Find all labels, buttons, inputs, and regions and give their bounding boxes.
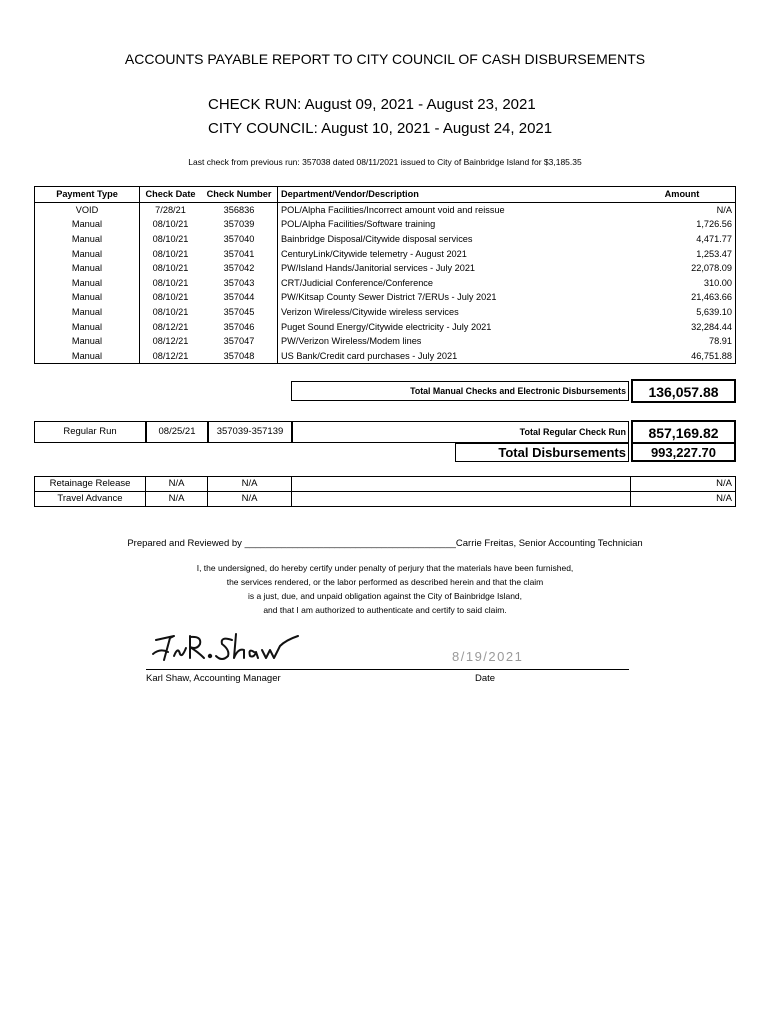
amount-cell: 21,463.66	[691, 292, 732, 303]
description-cell: POL/Alpha Facilities/Software training	[281, 219, 436, 230]
description-cell: PW/Island Hands/Janitorial services - July 2021	[281, 263, 476, 274]
description-cell: CRT/Judicial Conference/Conference	[281, 277, 434, 288]
misc-type-cell: Travel Advance	[35, 492, 146, 507]
check-number-cell: 357041	[201, 246, 278, 261]
description-cell: US Bank/Credit card purchases - July 2021	[281, 350, 458, 361]
regular-run-label: Total Regular Check Run	[292, 421, 629, 443]
check-date-cell: 08/12/21	[152, 350, 189, 361]
disbursements-table	[34, 186, 736, 364]
amount-cell: 310.00	[703, 277, 732, 288]
payment-type-cell: Manual	[35, 305, 140, 320]
check-number-cell: 357040	[201, 232, 278, 247]
misc-row	[35, 492, 736, 507]
report-title: ACCOUNTS PAYABLE REPORT TO CITY COUNCIL OF CASH DISBURSEMENTS	[124, 51, 646, 67]
regular-run-type: Regular Run	[34, 421, 146, 443]
table-row	[35, 334, 736, 349]
misc-amount-cell: N/A	[631, 477, 736, 492]
table-row	[35, 217, 736, 232]
check-date-cell: 08/10/21	[152, 307, 189, 318]
table-header-row	[35, 187, 736, 203]
description-cell: PW/Kitsap County Sewer District 7/ERUs - July 2021	[281, 292, 497, 303]
table-row	[35, 276, 736, 291]
certify-line: is a just, due, and unpaid obligation against the City of Bainbridge Island,	[247, 591, 523, 601]
misc-date-cell: N/A	[146, 492, 208, 507]
description-cell: Bainbridge Disposal/Citywide disposal services	[281, 234, 473, 245]
signer-name: Karl Shaw, Accounting Manager	[146, 673, 281, 684]
check-date-cell: 7/28/21	[155, 204, 186, 215]
misc-table	[34, 476, 736, 507]
description-cell: Verizon Wireless/Citywide wireless services	[281, 307, 459, 318]
amount-cell: 22,078.09	[691, 263, 732, 274]
check-date-cell: 08/10/21	[152, 234, 189, 245]
check-number-cell: 356836	[201, 202, 278, 217]
payment-type-cell: Manual	[35, 232, 140, 247]
certify-line: I, the undersigned, do hereby certify under penalty of perjury that the materials have been furnished,	[196, 563, 574, 573]
check-date-cell: 08/12/21	[152, 336, 189, 347]
misc-date-cell: N/A	[146, 477, 208, 492]
payment-type-cell: Manual	[35, 290, 140, 305]
misc-description-cell	[292, 492, 631, 507]
total-manual-label: Total Manual Checks and Electronic Disbursements	[291, 381, 629, 401]
amount-cell: 32,284.44	[691, 321, 732, 332]
check-date-cell: 08/10/21	[152, 263, 189, 274]
check-run-range: CHECK RUN: August 09, 2021 - August 23, 2021	[208, 96, 536, 113]
prepared-by: Prepared and Reviewed by ________________________________________Carrie Freitas, Senior Accounting Technician	[127, 538, 643, 549]
table-row	[35, 246, 736, 261]
payment-type-cell: Manual	[35, 349, 140, 364]
check-number-cell: 357048	[201, 349, 278, 364]
signature-line	[146, 669, 629, 670]
misc-description-cell	[292, 477, 631, 492]
amount-cell: N/A	[716, 204, 732, 215]
amount-cell: 4,471.77	[696, 234, 732, 245]
misc-type-cell: Retainage Release	[35, 477, 146, 492]
amount-cell: 1,726.56	[696, 219, 732, 230]
last-check-note: Last check from previous run: 357038 dated 08/11/2021 issued to City of Bainbridge Island for $3,185.35	[188, 157, 582, 167]
table-row	[35, 319, 736, 334]
amount-cell: 1,253.47	[696, 248, 732, 259]
table-row	[35, 290, 736, 305]
misc-number-cell: N/A	[208, 492, 292, 507]
signature-image	[150, 626, 310, 668]
col-amount: Amount	[629, 187, 736, 203]
check-number-cell: 357046	[201, 319, 278, 334]
table-row	[35, 202, 736, 217]
check-date-cell: 08/10/21	[152, 248, 189, 259]
amount-cell: 5,639.10	[696, 307, 732, 318]
city-council-range: CITY COUNCIL: August 10, 2021 - August 24, 2021	[208, 120, 553, 137]
col-description: Department/Vendor/Description	[278, 187, 630, 203]
misc-amount-cell: N/A	[631, 492, 736, 507]
misc-number-cell: N/A	[208, 477, 292, 492]
certify-line: and that I am authorized to authenticate and certify to said claim.	[263, 605, 507, 615]
certification-text	[0, 561, 770, 617]
col-check-date: Check Date	[140, 187, 202, 203]
table-row	[35, 305, 736, 320]
payment-type-cell: Manual	[35, 334, 140, 349]
regular-run-value: 857,169.82	[631, 420, 736, 444]
description-cell: Puget Sound Energy/Citywide electricity - July 2021	[281, 321, 492, 332]
col-payment-type: Payment Type	[35, 187, 140, 203]
table-body	[35, 202, 736, 364]
amount-cell: 78.91	[709, 336, 732, 347]
check-number-cell: 357039	[201, 217, 278, 232]
description-cell: CenturyLink/Citywide telemetry - August 2021	[281, 248, 467, 259]
total-disbursements-label: Total Disbursements	[455, 443, 629, 462]
col-check-number: Check Number	[201, 187, 278, 203]
regular-run-date: 08/25/21	[146, 421, 208, 443]
payment-type-cell: Manual	[35, 217, 140, 232]
description-cell: PW/Verizon Wireless/Modem lines	[281, 336, 422, 347]
payment-type-cell: Manual	[35, 319, 140, 334]
check-date-cell: 08/10/21	[152, 292, 189, 303]
amount-cell: 46,751.88	[691, 350, 732, 361]
check-number-cell: 357047	[201, 334, 278, 349]
check-number-cell: 357045	[201, 305, 278, 320]
signed-date: 8/19/2021	[452, 649, 524, 664]
check-date-cell: 08/12/21	[152, 321, 189, 332]
description-cell: POL/Alpha Facilities/Incorrect amount void and reissue	[281, 204, 505, 215]
payment-type-cell: Manual	[35, 261, 140, 276]
payment-type-cell: VOID	[35, 202, 140, 217]
total-manual-value: 136,057.88	[631, 379, 736, 403]
payment-type-cell: Manual	[35, 246, 140, 261]
regular-run-number: 357039-357139	[208, 421, 292, 443]
certify-line: the services rendered, or the labor performed as described herein and that the claim	[226, 577, 544, 587]
total-disbursements-value: 993,227.70	[631, 442, 736, 462]
date-label: Date	[475, 673, 496, 684]
table-row	[35, 349, 736, 364]
table-row	[35, 261, 736, 276]
check-date-cell: 08/10/21	[152, 277, 189, 288]
check-number-cell: 357044	[201, 290, 278, 305]
payment-type-cell: Manual	[35, 276, 140, 291]
check-date-cell: 08/10/21	[152, 219, 189, 230]
table-row	[35, 232, 736, 247]
check-number-cell: 357043	[201, 276, 278, 291]
check-number-cell: 357042	[201, 261, 278, 276]
misc-row	[35, 477, 736, 492]
